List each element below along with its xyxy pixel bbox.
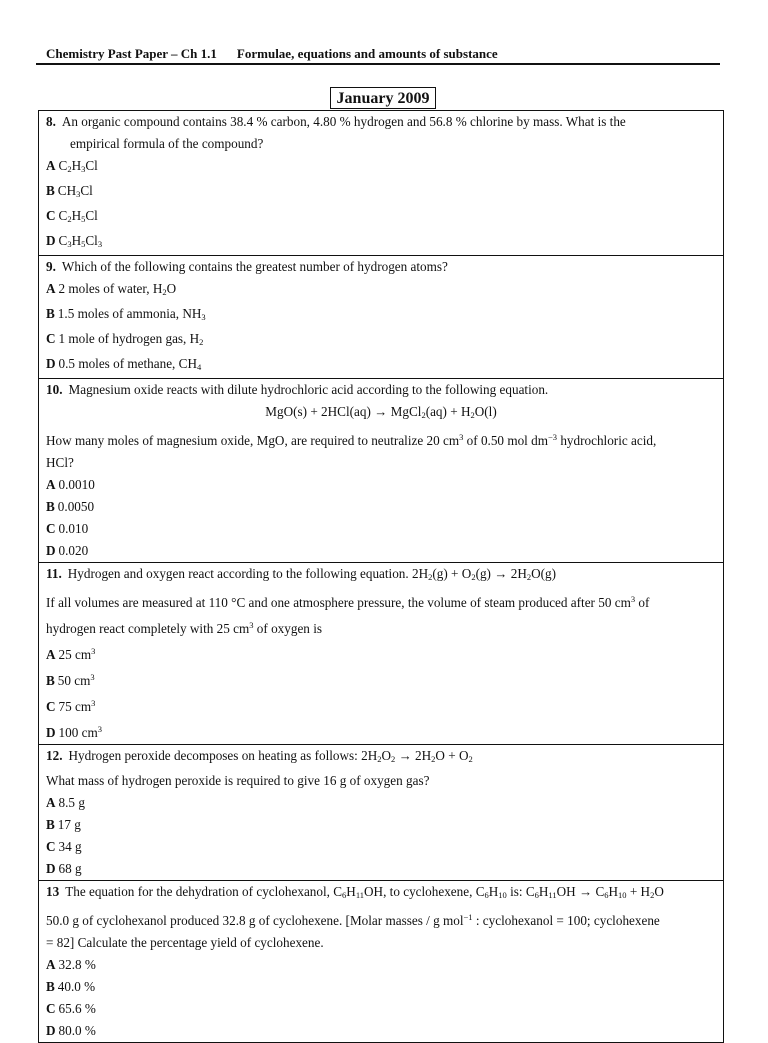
option-b: B 17 g xyxy=(46,817,81,832)
option-c: C $C_2H_5Cl$ xyxy=(46,208,98,224)
option-a: A 25 $cm^3$ xyxy=(46,646,96,662)
question-9 xyxy=(38,256,724,379)
option-b: B 40.0 % xyxy=(46,979,96,994)
option-d: D 0.020 xyxy=(46,543,89,558)
stem-line: The equation for the dehydration of cyclohexanol, $C_6H_{11}OH$, to cyclohexene, $C_6H_{10}$ is: $C_6H_{11}OH \to C_6H_{10} + H_2O$ xyxy=(65,884,664,900)
question-line: HCl? xyxy=(46,455,74,470)
option-b: B 1.5 moles of ammonia, $NH_3$ xyxy=(46,306,206,322)
option-d: D 68 g xyxy=(46,861,82,876)
stem-line: Hydrogen peroxide decomposes on heating as follows: $2H_2O_2 \to 2H_2O + O_2$ xyxy=(68,748,473,764)
stem-line: Which of the following contains the greatest number of hydrogen atoms? xyxy=(61,259,448,274)
question-13 xyxy=(38,881,724,1043)
stem-line: Magnesium oxide reacts with dilute hydrochloric acid according to the following equation. xyxy=(68,382,549,397)
question-number: 13 xyxy=(46,884,60,899)
option-a: A 8.5 g xyxy=(46,795,85,810)
reaction-equation: MgO(s) + 2HCl(aq) → MgCl$_2$(aq) + $H_2O(l)$ xyxy=(265,404,497,420)
header-topic: Formulae, equations and amounts of substance xyxy=(236,46,498,61)
question-number: 10. xyxy=(46,382,63,397)
question-stem xyxy=(46,881,716,906)
option-c: C 65.6 % xyxy=(46,1001,96,1016)
option-b: B $CH_3Cl$ xyxy=(46,183,93,199)
option-d: D 100 $cm^3$ xyxy=(46,724,102,740)
question-11 xyxy=(38,563,724,745)
option-c: C 1 mole of hydrogen gas, $H_2$ xyxy=(46,331,204,347)
question-stem xyxy=(46,563,716,588)
option-a: A 32.8 % xyxy=(46,957,96,972)
stem-line: hydrogen react completely with 25 $cm^3$ of oxygen is xyxy=(46,620,322,636)
option-c: C 0.010 xyxy=(46,521,89,536)
option-a: A $C_2H_3Cl$ xyxy=(46,158,98,174)
session-title: January 2009 xyxy=(330,87,436,109)
header-rule xyxy=(36,63,720,65)
question-number: 12. xyxy=(46,748,63,763)
option-a: A 2 moles of water, $H_2O$ xyxy=(46,281,177,297)
question-stem xyxy=(46,256,716,278)
question-stem xyxy=(46,379,716,401)
stem-line: Hydrogen and oxygen react according to the following equation. $2H_2(g) + O_2(g) \to 2H_2O(g)$ xyxy=(67,566,556,582)
question-number: 8. xyxy=(46,114,56,129)
question-8 xyxy=(38,110,724,256)
stem-line: 50.0 g of cyclohexanol produced 32.8 g of cyclohexene. [Molar masses / g mol$^{-1}$ : cyclohexanol = 100; cyclohexene xyxy=(46,912,660,928)
option-a: A 0.0010 xyxy=(46,477,95,492)
option-b: B 0.0050 xyxy=(46,499,95,514)
stem-line: An organic compound contains 38.4 % carbon, 4.80 % hydrogen and 56.8 % chlorine by mass. What is the xyxy=(61,114,626,129)
option-c: C 34 g xyxy=(46,839,82,854)
option-b: B 50 $cm^3$ xyxy=(46,672,95,688)
option-c: C 75 $cm^3$ xyxy=(46,698,96,714)
option-d: D 80.0 % xyxy=(46,1023,96,1038)
stem-line: empirical formula of the compound? xyxy=(70,136,264,151)
option-d: D $C_3H_5Cl_3$ xyxy=(46,233,103,249)
question-number: 11. xyxy=(46,566,62,581)
question-10 xyxy=(38,379,724,563)
page-header xyxy=(46,46,706,62)
option-d: D 0.5 moles of methane, $CH_4$ xyxy=(46,356,202,372)
stem-line: What mass of hydrogen peroxide is required to give 16 g of oxygen gas? xyxy=(46,773,430,788)
question-number: 9. xyxy=(46,259,56,274)
question-line: How many moles of magnesium oxide, MgO, are required to neutralize 20 $cm^3$ of 0.50 mol $dm^{-3}$ hydrochloric acid, xyxy=(46,432,657,448)
question-12 xyxy=(38,745,724,881)
question-stem xyxy=(46,745,716,770)
question-stem xyxy=(46,111,716,133)
stem-line: = 82] Calculate the percentage yield of cyclohexene. xyxy=(46,935,324,950)
header-chapter: Chemistry Past Paper – Ch 1.1 xyxy=(46,46,217,61)
stem-line: If all volumes are measured at 110 °C and one atmosphere pressure, the volume of steam produced after 50 $cm^3$ of xyxy=(46,594,650,610)
